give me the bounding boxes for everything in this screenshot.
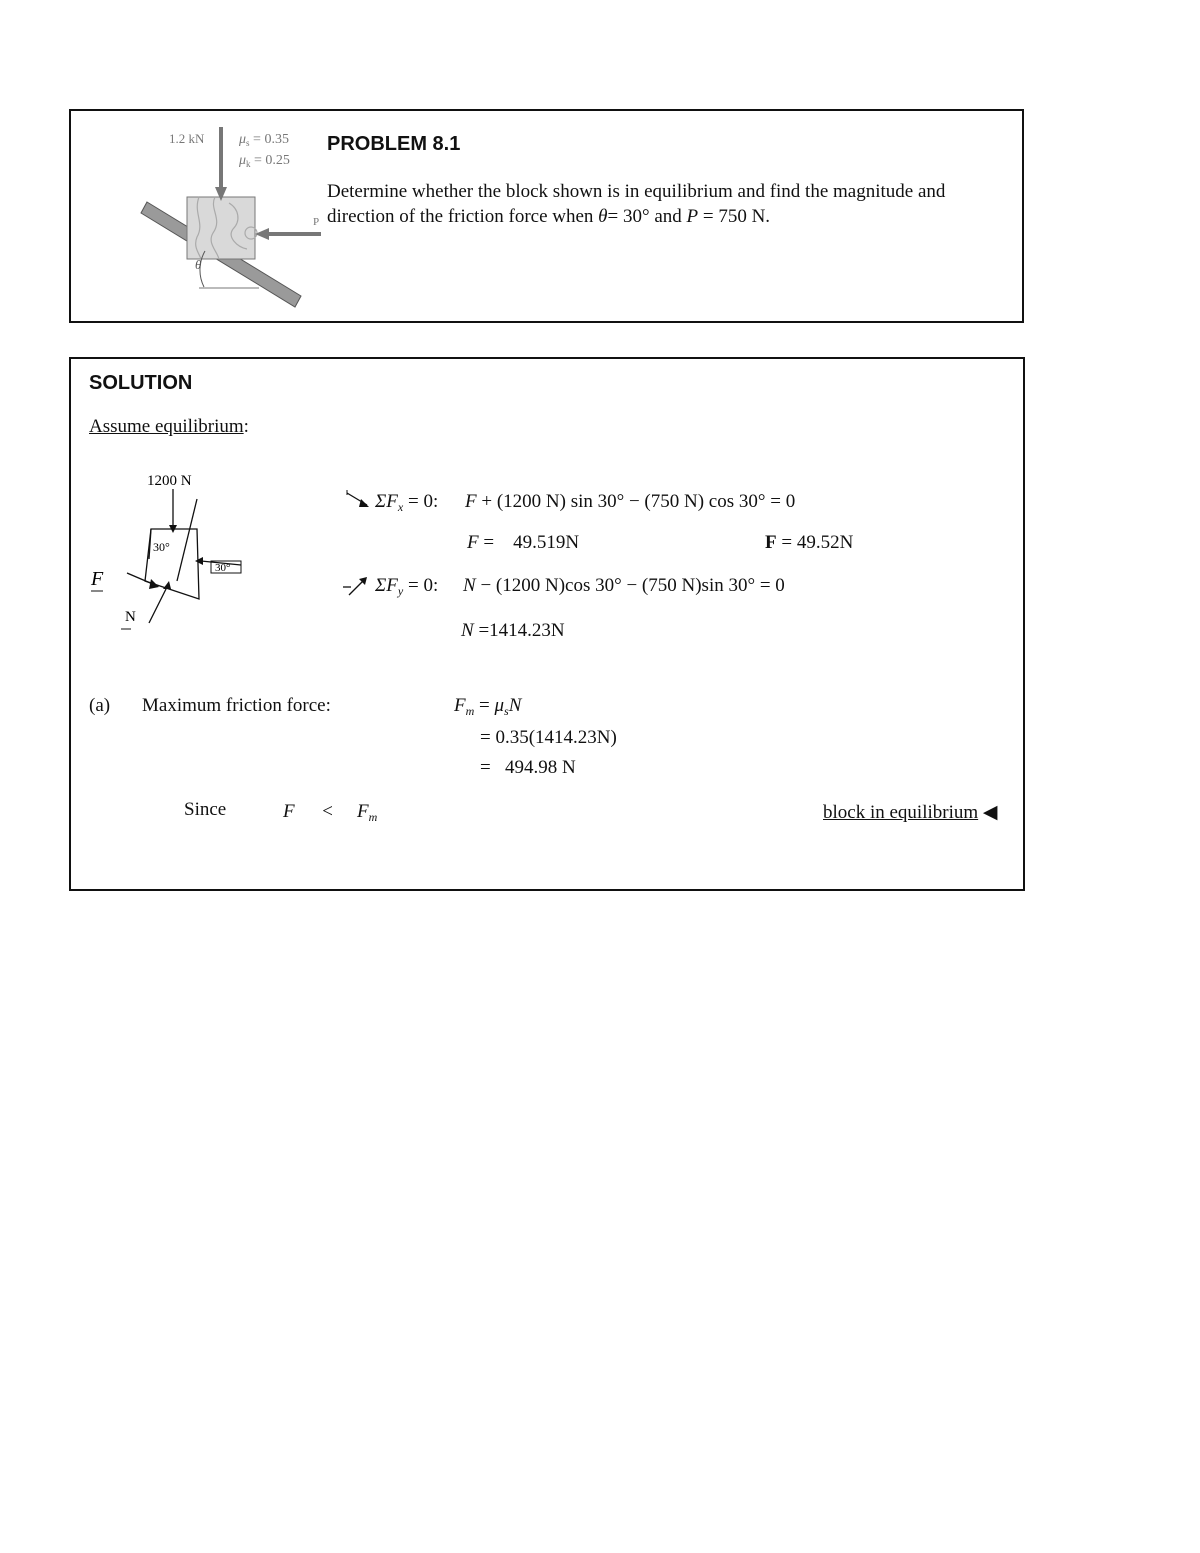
conclusion-text: block in equilibrium ◀ (823, 802, 998, 823)
eq-sum-fy-rhs: N − (1200 N)cos 30° − (750 N)sin 30° = 0 (463, 575, 785, 596)
eq-fm-value: = 494.98 N (480, 757, 576, 778)
fbd-load-label: 1200 N (147, 473, 192, 489)
since-lt: < (321, 801, 334, 822)
svg-text:30°: 30° (153, 540, 170, 554)
solution-box (69, 357, 1025, 891)
since-f: F (283, 801, 295, 822)
svg-text:30°: 30° (215, 562, 231, 574)
part-a-label: (a) (89, 695, 111, 716)
eq-fm-substitution: = 0.35(1414.23N) (480, 727, 617, 748)
mu-k-label: $\mu_k = 0.25$ (239, 153, 290, 169)
answer-marker-icon: ◀ (982, 802, 998, 823)
fbd-n-label: N (125, 609, 136, 625)
eq-f-result: F = 49.519N (467, 532, 580, 553)
mu-s-label: $\mu_s = 0.35$ (239, 132, 289, 148)
solution-title: SOLUTION (89, 372, 193, 394)
since-fm: $F_m$ (357, 801, 378, 824)
assume-line: Assume equilibrium: (89, 416, 249, 437)
theta-label: θ (195, 257, 202, 272)
eq-fm-definition: $F_m = \mu_sN$ (454, 695, 522, 718)
part-a-text: Maximum friction force: (142, 695, 331, 716)
problem-statement-line1: Determine whether the block shown is in equilibrium and find the magnitude and (327, 181, 946, 202)
problem-figure (101, 117, 341, 322)
free-body-diagram (85, 465, 285, 645)
eq-sum-fx-lhs: $\Sigma F_x = 0$: (375, 491, 439, 514)
load-label: 1.2 kN (169, 131, 205, 146)
p-arrow (255, 228, 269, 240)
fbd-f-label: F (91, 568, 104, 590)
problem-box (69, 109, 1024, 323)
x-axis-arrow-icon (343, 489, 373, 511)
y-axis-arrow-icon (341, 575, 371, 597)
eq-n-result: N =1414.23N (461, 620, 565, 641)
eq-sum-fy-lhs: $\Sigma F_y = 0$: (375, 575, 439, 598)
eq-f-answer: F = 49.52N (765, 532, 854, 553)
eq-sum-fx-rhs: F + (1200 N) sin 30° − (750 N) cos 30° = 0 (465, 491, 796, 512)
problem-title: PROBLEM 8.1 (327, 133, 461, 155)
problem-statement-line2: direction of the friction force when θ= 30° and P = 750 N. (327, 206, 771, 227)
since-word: Since (184, 799, 227, 820)
p-label: P (313, 216, 320, 228)
